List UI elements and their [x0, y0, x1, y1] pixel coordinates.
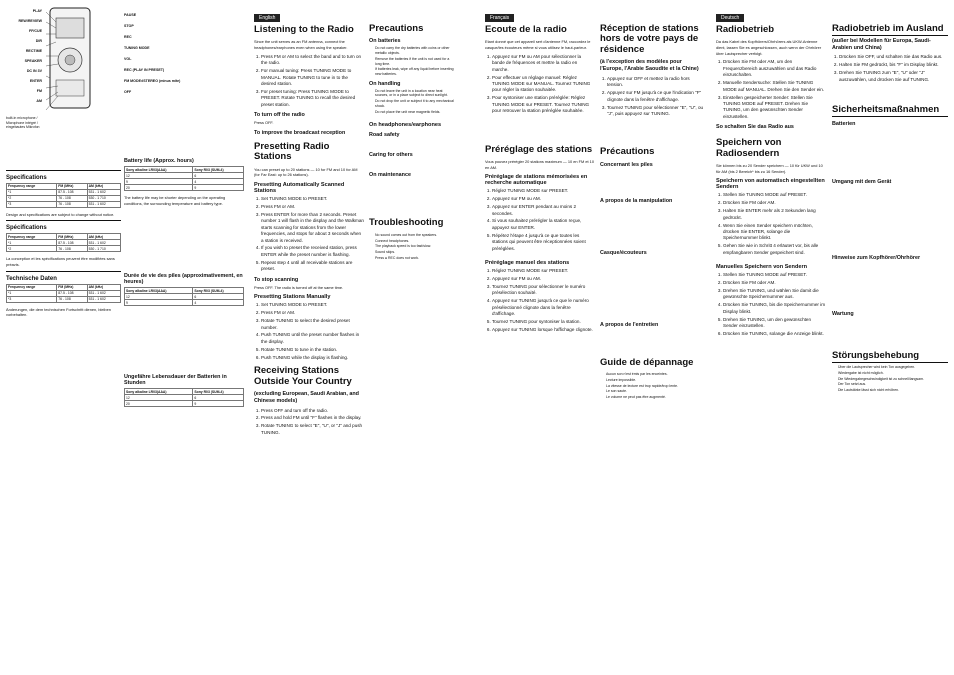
column-battery: [124, 0, 244, 675]
column-german-precautions: [832, 0, 948, 675]
sub-receiving: (excluding European, Saudi Arabian, and Chinese models): [254, 391, 359, 404]
spec-note: Design and specifications are subject to change without notice.: [6, 211, 115, 217]
sub-piles: Concernant les piles: [600, 161, 653, 168]
diagram-caption: built-in microphone / Microphone intégré / eingebautes Mikrofon: [6, 116, 40, 130]
label-fm: FM: [36, 89, 42, 93]
sub-manual: Presetting Stations Manually: [254, 294, 331, 301]
ausschalten-title: So schalten Sie das Radio aus: [716, 124, 794, 131]
spec-title-fr: Spécifications: [6, 225, 47, 232]
para-prereglage: Vous pouvez prérégler 20 stations maximum — 10 en FM et 10 en AM.: [485, 158, 594, 170]
battery-title: Battery life (Approx. hours): [124, 158, 194, 164]
sub-ausland: (außer bei Modellen für Europa, Saudi-Arabien und China): [832, 37, 931, 51]
lang-tab-french: Français: [485, 14, 514, 22]
sub-maintenance: On maintenance: [369, 172, 411, 179]
heading-precautions: Precautions: [369, 23, 424, 34]
label-pause: PAUSE: [124, 13, 137, 17]
steps-ecoute: 1. Appuyez sur FM ou AM pour sélectionner la bande de fréquences et mettre la radio en marche. 2. Pour effectuer un réglage manuel: Réglez TUNING MODE sur MANUAL. Tournez TUNING pour régler la station souhaitée. 3. Pour syntoniser une station préréglée: Réglez TUNING MODE sur PRESET. Tournez TUNING pour retrouver la station préréglée souhaitée.: [485, 54, 595, 115]
label-vol: VOL: [124, 57, 132, 61]
label-stop: STOP: [124, 24, 134, 28]
label-fm-mode: FM MODE•ISTEREO (minus mite): [124, 79, 181, 83]
turn-off-text: Press OFF.: [254, 120, 274, 126]
heading-reception: Réception de stations hors de votre pays de résidence: [600, 23, 699, 55]
steps-auto-fr: 1. Réglez TUNING MODE sur PRESET. 2. Appuyez sur FM ou AM. 3. Appuyez sur ENTER pendant au moins 2 secondes. 4. Si vous souhaitez prérégler la station reçue, appuyez sur ENTER. 5. Répétez l'étape 4 jusqu'à ce que toutes les stations qui peuvent être réceptionnées soient préréglées.: [485, 188, 595, 252]
sub-auto-de: Speichern von automatisch eingestellten Sendern: [716, 178, 825, 191]
column-english-precautions: [369, 0, 455, 675]
label-rectime: RECTIME: [25, 49, 42, 53]
sub-wartung: Wartung: [832, 311, 854, 318]
column-french-precautions: [600, 0, 706, 675]
spec-table: Frequency range FM (MHz) AM (kHz) *1 87.5 - 108 531 - 1 602 *2 76 - 108 530 - 1 710 *3 76 - 108 531 - 1 602: [6, 183, 121, 208]
spec-title-de: Technische Daten: [6, 275, 57, 282]
lang-tab-english: English: [254, 14, 280, 22]
sub-headphones: On headphones/earphones: [369, 122, 442, 129]
heading-troubleshooting: Troubleshooting: [369, 217, 444, 229]
label-am: AM: [36, 99, 42, 103]
steps-listening: 1. Press FM or AM to select the band and to turn on the radio. 2. For manual tuning: Press TUNING MODE to MANUAL. Rotate TUNING to tune in to the desired station. 3. For preset tuning: Press TUNING MODE to PRESET. Rotate TUNING to recall the desired preset station.: [254, 54, 364, 108]
sub-auto: Presetting Automatically Scanned Stations: [254, 181, 345, 194]
heading-ausland: Radiobetrieb im Ausland: [832, 24, 948, 36]
steps-manual-fr: 1. Réglez TUNING MODE sur PRESET. 2. Appuyez sur FM ou AM. 3. Tournez TUNING pour sélectionner le numéro présélection souhaité. 4. Appuyez sur TUNING jusqu'à ce que le numéro présélectionné clignote dans la fenêtre d'affichage. 5. Tournez TUNING pour syntoniser la station. 6. Appuyez sur TUNING lorsque l'affichage clignote.: [485, 268, 595, 333]
label-dir: DIR: [35, 39, 42, 43]
sub-manual-de: Manuelles Speichern von Sendern: [716, 264, 808, 271]
list-troubleshooting: • No sound comes out from the speakers. • Connect headphones. • The playback speed is too fast/slow. • Sound skips. • Press ● REC does not work.: [369, 233, 455, 261]
heading-precautions-fr: Précautions: [600, 146, 655, 158]
sub-care: Caring for others: [369, 152, 413, 159]
sub-umgang: Umgang mit dem Gerät: [832, 179, 892, 186]
heading-ecoute: Ecoute de la radio: [485, 24, 567, 35]
para-presetting: You can preset up to 20 stations — 10 for FM and 10 for AM (for Far East: up to 26 stations).: [254, 166, 358, 178]
diagram-labels-right: [124, 10, 244, 98]
label-dcin: DC IN 3V: [26, 69, 42, 73]
list-handling: • Do not leave the unit in a location near heat sources, or in a place subject to direct sunlight. • Do not drop the unit or subject it to any mechanical shock. • Do not place the unit near magnetic fields.: [369, 89, 455, 115]
list-guide: • Aucun son n'est émis par les enceintes. • Lecture impossible. • La vitesse de lecture est trop rapide/trop lente. • Le son saute. • Le volume ne peut pas être augmenté.: [600, 372, 706, 400]
spec-table-fr: Frequency range FM (MHz) AM (kHz) *1 87.5 - 108 531 - 1 602 *2 76 - 108 530 - 1 710: [6, 233, 121, 252]
stop-text: Press OFF. The radio is turned off at the same time.: [254, 284, 344, 290]
heading-sicherheit: Sicherheitsmaßnahmen: [832, 105, 948, 117]
para-speichern: Sie können bis zu 20 Sender speichern — 10 für UKW und 10 für AM (bis 2 Bereich* bis zu 16 Sender).: [716, 163, 823, 174]
steps-manual: 1. Set TUNING MODE to PRESET. 2. Press FM or AM. 3. Rotate TUNING to select the desired preset number. 4. Push TUNING until the preset number flashes in the display. 5. Rotate TUNING to tune in the station. 6. Push TUNING while the display is flashing.: [254, 302, 364, 361]
label-rew: REW/REVIEW: [18, 19, 42, 23]
steps-ausland: 1. Drücken Sie OFF, und schalten Sie das Radio aus. 2. Halten Sie FM gedrückt, bis "F" im Display blinkt. 3. Drehen Sie TUNING zum "E", "U" oder "J" auszuwählen, und drücken Sie auf TUNING.: [832, 54, 948, 83]
spec-table-de: Frequency range FM (MHz) AM (kHz) *1 87.5 - 108 531 - 1 602 *3 76 - 108 531 - 1 602: [6, 284, 121, 303]
heading-speichern: Speichern von Radiosendern: [716, 137, 782, 159]
battery-note: The battery life may be shorter depending on the operating conditions, the surrounding temperature and battery type.: [124, 195, 226, 206]
label-rec-preset: REC (PLAY IN PRESET): [124, 68, 165, 72]
column-english-radio: [254, 0, 364, 675]
label-speaker: SPEAKER: [24, 59, 42, 63]
column-french-radio: [485, 0, 595, 675]
label-play: PLAY: [32, 9, 42, 13]
battery-title-fr: Durée de vie des piles (approximativement, en heures): [124, 273, 243, 286]
turn-off-title: To turn off the radio: [254, 112, 305, 119]
para-ecoute: Etant donné que cet appareil sert d'antenne FM, raccordez le casque/les écouteurs même si vous utilisez le haut-parleur.: [485, 39, 591, 51]
steps-manual-de: 1. Stellen Sie TUNING MODE auf PRESET. 2. Drücken Sie FM oder AM. 3. Drehen Sie TUNING, und wählen Sie damit die gewünschte Speichernummer aus. 4. Drücken Sie TUNING, bis die Speichernummer im Display blinkt. 5. Drehen Sie TUNING, um den gewünschten Sender einzustellen. 6. Drücken Sie TUNING, solange die Anzeige blinkt.: [716, 272, 826, 337]
battery-table-de: Sony alkaline LR03(AAA) Sony R03 (SUM-4) 12 6 20 9: [124, 388, 244, 407]
sub-handling: On handling: [369, 80, 401, 87]
heading-stoerung: Störungsbehebung: [832, 351, 948, 363]
heading-receiving: Receiving Stations Outside Your Country: [254, 365, 352, 387]
para-radiobetrieb: Da das Kabel des Kopfhörers/Ohrhörers als UKW-Antenne dient, lassen Sie es angeschlossen, auch wenn der Ohrhörer über Lautsprecher verfolgt.: [716, 39, 822, 56]
spec-note-fr: La conception et les spécifications peuvent être modifiées sans préavis.: [6, 256, 115, 267]
para-listening: Since the unit serves as an FM antenna, connect the headphones/earphones even when using the speaker.: [254, 39, 348, 51]
heading-prereglage: Préréglage des stations: [485, 143, 593, 155]
steps-auto: 1. Set TUNING MODE to PRESET. 2. Press FM or AM. 3. Press ENTER for more than 2 seconds. Preset number 1 will flash in the display and the Walkman starts scanning for stations from the lower frequencies, and stops for about 3 seconds when a station is received. 4. If you wish to preset the received station, press ENTER while the preset number is flashing. 5. Repeat step 4 until all receivable stations are preset.: [254, 196, 364, 273]
steps-auto-de: 1. Stellen Sie TUNING MODE auf PRESET. 2. Drücken Sie FM oder AM. 3. Halten Sie ENTER mehr als 2 Sekunden lang gedrückt. 4. Wenn Sie einen Sender speichern möchten, drücken Sie ENTER, solange die Speichernummer blinkt. 5. Gehen Sie wie in Schritt 4 erläutert vor, bis alle empfangbaren Sender gespeichert sind.: [716, 192, 826, 256]
heading-guide: Guide de dépannage: [600, 356, 694, 368]
label-rec: REC: [124, 35, 132, 39]
sub-entretien: A propos de l'entretien: [600, 321, 659, 328]
sub-casque: Casque/écouteurs: [600, 249, 647, 256]
label-tuning-mode: TUNING MODE: [124, 46, 150, 50]
sub-road: Road safety: [369, 132, 400, 139]
battery-table: Sony alkaline LR03(AAA) Sony R03 (SUM-4) 12 6 9 4 20 9: [124, 166, 244, 191]
label-ff: FF/CUE: [29, 29, 42, 33]
sub-reception: (à l'exception des modèles pour l'Europe, l'Arabie Saoudite et la Chine): [600, 59, 699, 73]
steps-radiobetrieb: 1. Drücken Sie FM oder AM, um den Frequenzbereich auszuwählen und das Radio einzuschalten. 2. Manuelle Sendersuche: Stellen Sie TUNING MODE auf MANUAL. Drehen Sie den Sender ein. 3. Einstellen gespeicherter Sender: Stellen Sie TUNING MODE auf PRESET. Drehen Sie TUNING, um den gewünschten Sender einzustellen.: [716, 59, 826, 120]
label-off: OFF: [124, 90, 132, 94]
sub-manual-fr: Préréglage manuel des stations: [485, 260, 570, 267]
list-stoerung: • Über die Lautsprecher wird kein Ton ausgegeben. • Wiedergabe ist nicht möglich. • Die Wiedergabegeschwindigkeit ist zu schnell/langsam. • Der Ton setzt aus. • Die Lautstärke lässt sich nicht erhöhen.: [832, 365, 948, 393]
list-batteries: • Do not carry the dry batteries with coins or other metallic objects. • Remove the batteries if the unit is not used for a long time. • If batteries leak, wipe off any liquid before inserting new batteries.: [369, 46, 455, 76]
sub-kopfhoerer: Hinweise zum Kopfhörer/Ohrhörer: [832, 255, 921, 262]
stop-title: To stop scanning: [254, 276, 299, 283]
heading-listening: Listening to the Radio: [254, 24, 354, 35]
sub-auto-fr: Préréglage de stations mémorisées en recherche automatique: [485, 174, 588, 187]
steps-receiving: 1. Press OFF and turn off the radio. 2. Press and hold FM until "F" flashes in the display. 3. Rotate TUNING to select "E", "U", or "J" and push TUNING.: [254, 408, 364, 437]
column-german-radio: [716, 0, 826, 675]
spec-note-de: Änderungen, die dem technischen Fortschritt dienen, bleiben vorbehalten.: [6, 306, 111, 318]
improve-title: To improve the broadcast reception: [254, 129, 346, 136]
steps-reception: 1. Appuyez sur OFF et mettez la radio hors tension. 2. Appuyez sur FM jusqu'à ce que l'indication "F" clignote dans la fenêtre d'affichage. 3. Tournez TUNING pour sélectionner "E", "U", ou "J", puis appuyez sur TUNING.: [600, 76, 706, 118]
battery-table-fr: Sony alkaline LR03(AAA) Sony R03 (SUM-4) 12 6 9 4: [124, 287, 244, 306]
column-diagram-specs: [6, 0, 121, 675]
heading-radiobetrieb: Radiobetrieb: [716, 24, 775, 35]
diagram-labels-left: [6, 6, 42, 106]
lang-tab-german: Deutsch: [716, 14, 744, 22]
sub-batteries: On batteries: [369, 38, 401, 45]
battery-title-de: Ungefähre Lebensdauer der Batterien in Stunden: [124, 374, 227, 387]
heading-presetting: Presetting Radio Stations: [254, 140, 330, 163]
sub-manipulation: A propos de la manipulation: [600, 197, 673, 204]
label-enter: ENTER: [29, 79, 42, 83]
sub-batterien: Batterien: [832, 121, 856, 128]
spec-title: Specifications: [6, 174, 47, 181]
